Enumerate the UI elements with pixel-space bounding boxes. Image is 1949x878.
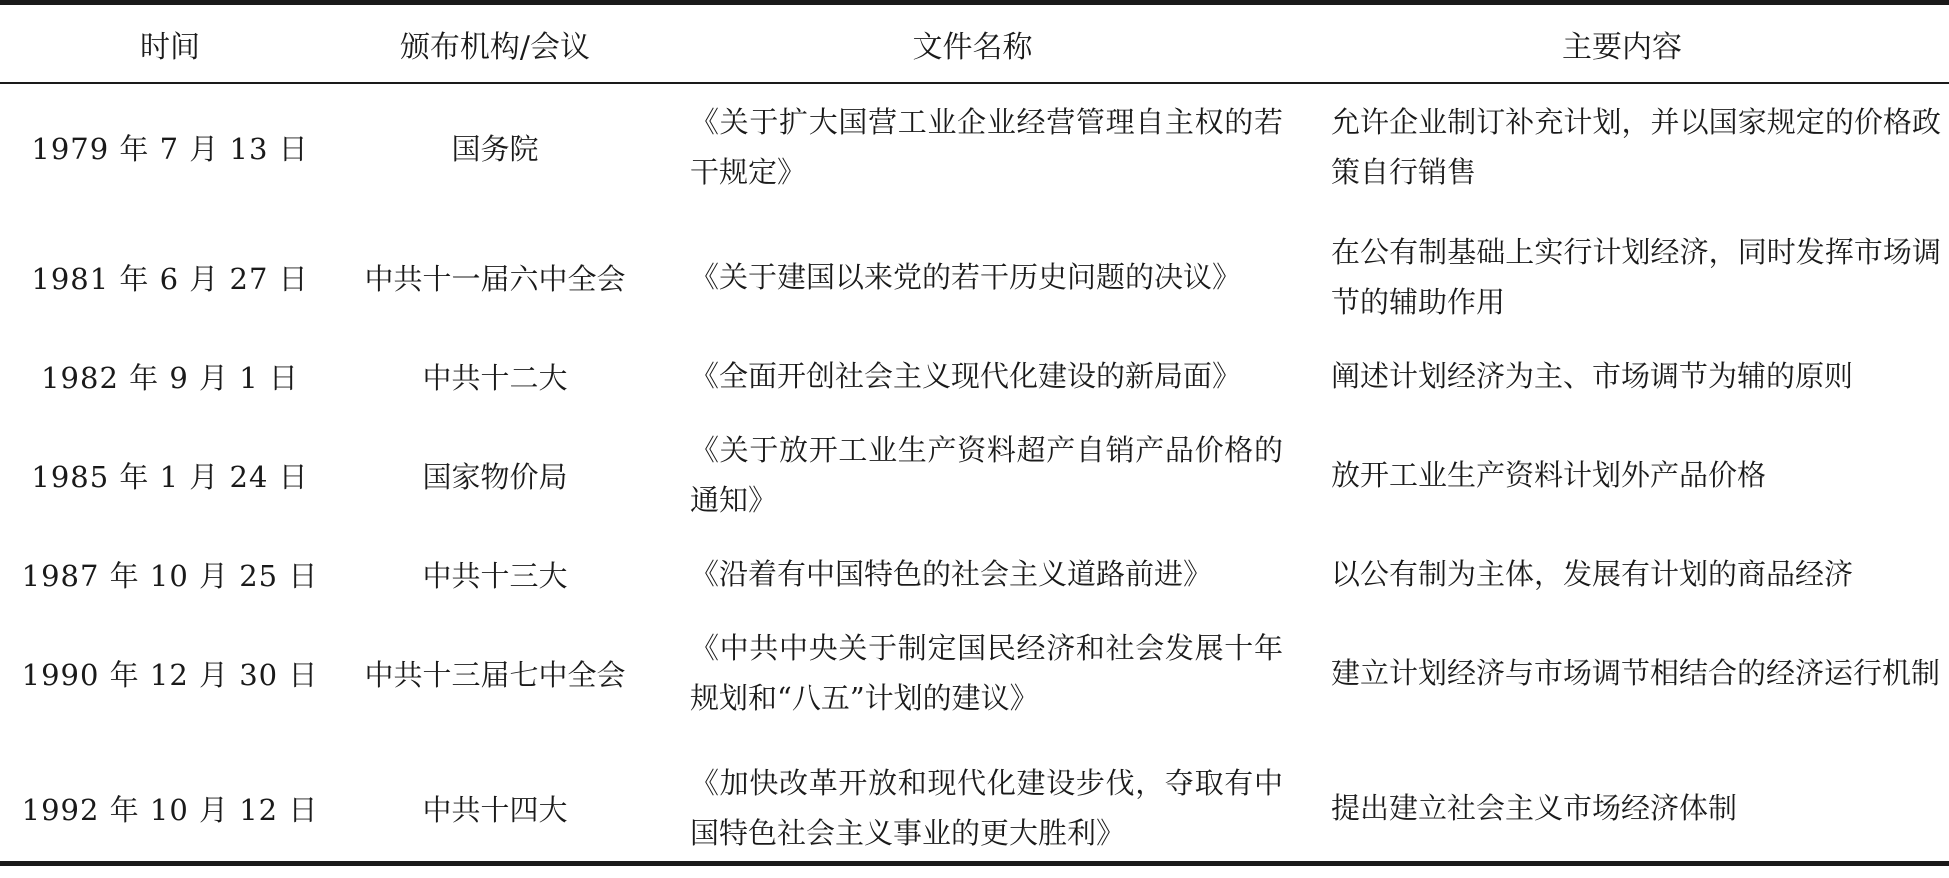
table-body: [0, 82, 1949, 878]
table-row: [0, 738, 1949, 878]
cell-content: 在公有制基础上实行计划经济，同时发挥市场调节的辅助作用: [1331, 235, 1941, 319]
table-row: [0, 608, 1949, 738]
cell-org: 国务院: [451, 131, 539, 166]
cell-content: 允许企业制订补充计划，并以国家规定的价格政策自行销售: [1331, 105, 1941, 189]
table-row: [0, 82, 1949, 212]
cell-doc: 《中共中央关于制定国民经济和社会发展十年规划和“八五”计划的建议》: [690, 631, 1283, 715]
header-content: 主要内容: [1562, 29, 1682, 65]
cell-content: 放开工业生产资料计划外产品价格: [1331, 458, 1767, 492]
cell-time: 1979 年 7 月 13 日: [31, 131, 309, 166]
cell-doc: 《关于扩大国营工业企业经营管理自主权的若干规定》: [690, 105, 1283, 189]
cell-org: 中共十四大: [422, 792, 568, 827]
cell-time: 1981 年 6 月 27 日: [31, 261, 309, 296]
cell-content: 阐述计划经济为主、市场调节为辅的原则: [1331, 359, 1854, 393]
cell-time: 1990 年 12 月 30 日: [21, 657, 319, 692]
cell-time: 1985 年 1 月 24 日: [31, 459, 309, 494]
table-row: [0, 342, 1949, 410]
cell-doc: 《关于放开工业生产资料超产自销产品价格的通知》: [690, 433, 1283, 517]
policy-table-grid: [0, 5, 1949, 878]
cell-time: 1982 年 9 月 1 日: [41, 360, 299, 395]
cell-org: 中共十三大: [422, 558, 568, 593]
cell-org: 中共十二大: [422, 360, 568, 395]
cell-doc: 《加快改革开放和现代化建设步伐，夺取有中国特色社会主义事业的更大胜利》: [690, 766, 1283, 850]
cell-content: 提出建立社会主义市场经济体制: [1331, 791, 1738, 825]
cell-time: 1987 年 10 月 25 日: [21, 558, 319, 593]
table-header: [0, 5, 1949, 82]
table-row: [0, 410, 1949, 540]
cell-doc: 《关于建国以来党的若干历史问题的决议》: [690, 260, 1242, 294]
cell-doc: 《全面开创社会主义现代化建设的新局面》: [690, 359, 1242, 393]
cell-content: 以公有制为主体，发展有计划的商品经济: [1331, 557, 1854, 591]
cell-time: 1992 年 10 月 12 日: [21, 792, 319, 827]
table-row: [0, 212, 1949, 342]
cell-doc: 《沿着有中国特色的社会主义道路前进》: [690, 557, 1213, 591]
header-row: [0, 5, 1949, 82]
header-doc: 文件名称: [912, 29, 1033, 65]
cell-org: 国家物价局: [422, 459, 568, 494]
table-row: [0, 540, 1949, 608]
cell-org: 中共十一届六中全会: [364, 261, 626, 296]
cell-org: 中共十三届七中全会: [364, 657, 626, 692]
cell-content: 建立计划经济与市场调节相结合的经济运行机制: [1331, 656, 1941, 690]
header-time: 时间: [140, 29, 200, 65]
header-org: 颁布机构/会议: [399, 29, 591, 65]
